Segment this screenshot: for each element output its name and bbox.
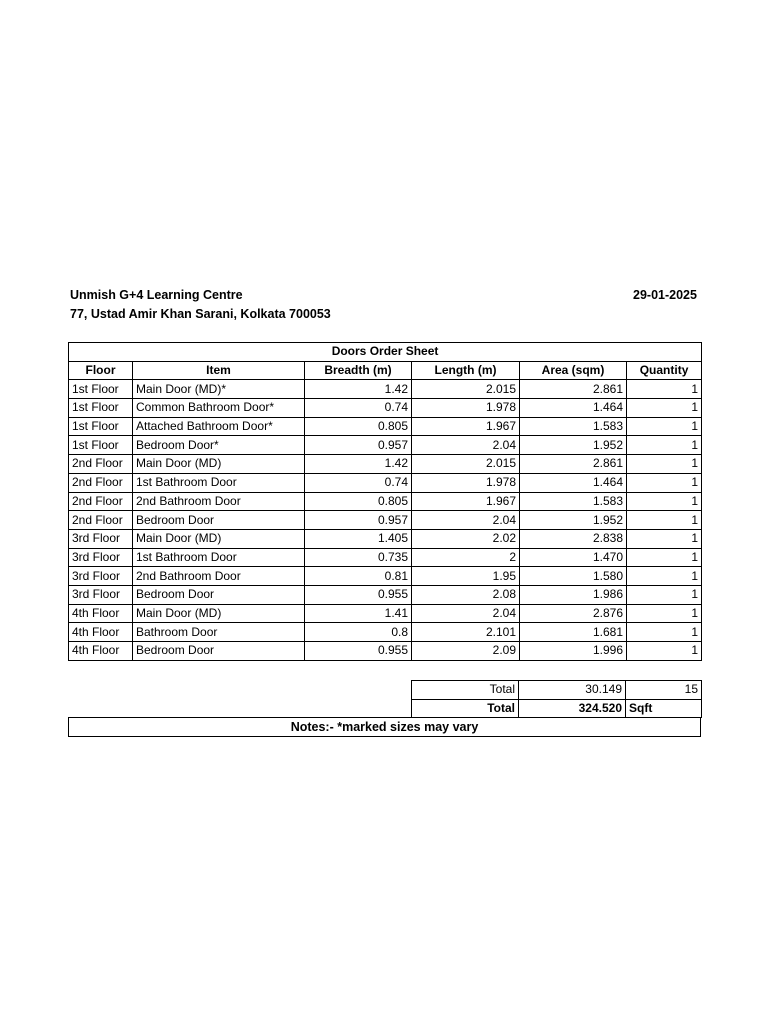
cell-item: Bedroom Door [133, 585, 305, 604]
cell-item: 2nd Bathroom Door [133, 567, 305, 586]
table-title-row [69, 343, 702, 362]
cell-breadth: 0.955 [305, 585, 412, 604]
cell-floor: 2nd Floor [69, 455, 133, 474]
cell-area: 1.464 [520, 473, 627, 492]
column-header-breadth: Breadth (m) [305, 361, 412, 380]
table-row [69, 511, 702, 530]
cell-breadth: 0.735 [305, 548, 412, 567]
totals-table [411, 680, 702, 718]
cell-area: 1.952 [520, 436, 627, 455]
table-row [69, 399, 702, 418]
cell-length: 2.015 [412, 380, 520, 399]
cell-length: 1.967 [412, 417, 520, 436]
cell-quantity: 1 [627, 548, 702, 567]
cell-length: 2.08 [412, 585, 520, 604]
cell-item: Main Door (MD) [133, 455, 305, 474]
cell-quantity: 1 [627, 529, 702, 548]
table-header-row [69, 361, 702, 380]
cell-area: 1.681 [520, 623, 627, 642]
cell-floor: 1st Floor [69, 399, 133, 418]
cell-floor: 3rd Floor [69, 529, 133, 548]
cell-quantity: 1 [627, 455, 702, 474]
sheet-date: 29-01-2025 [633, 288, 697, 302]
cell-item: Common Bathroom Door* [133, 399, 305, 418]
cell-breadth: 1.41 [305, 604, 412, 623]
cell-area: 1.580 [520, 567, 627, 586]
column-header-floor: Floor [69, 361, 133, 380]
cell-item: Main Door (MD)* [133, 380, 305, 399]
total-sqm-row [412, 681, 702, 700]
cell-breadth: 0.805 [305, 417, 412, 436]
table-row [69, 473, 702, 492]
cell-floor: 2nd Floor [69, 492, 133, 511]
cell-breadth: 0.955 [305, 642, 412, 661]
column-header-quantity: Quantity [627, 361, 702, 380]
column-header-item: Item [133, 361, 305, 380]
table-row [69, 567, 702, 586]
total-unit: Sqft [626, 699, 702, 718]
cell-area: 2.838 [520, 529, 627, 548]
total-area-sqm: 30.149 [519, 681, 626, 700]
table-row [69, 436, 702, 455]
table-row [69, 492, 702, 511]
cell-floor: 4th Floor [69, 604, 133, 623]
cell-length: 2 [412, 548, 520, 567]
organization-address: 77, Ustad Amir Khan Sarani, Kolkata 700053 [70, 307, 331, 321]
cell-floor: 1st Floor [69, 436, 133, 455]
cell-item: Main Door (MD) [133, 529, 305, 548]
table-row [69, 642, 702, 661]
cell-area: 1.470 [520, 548, 627, 567]
doors-order-table [68, 342, 702, 661]
cell-area: 1.986 [520, 585, 627, 604]
table-row [69, 585, 702, 604]
cell-quantity: 1 [627, 511, 702, 530]
cell-area: 1.996 [520, 642, 627, 661]
table-row [69, 455, 702, 474]
cell-floor: 4th Floor [69, 642, 133, 661]
total-sqft-row [412, 699, 702, 718]
table-row [69, 623, 702, 642]
cell-item: Bathroom Door [133, 623, 305, 642]
cell-item: Main Door (MD) [133, 604, 305, 623]
cell-length: 1.967 [412, 492, 520, 511]
cell-breadth: 1.42 [305, 455, 412, 474]
cell-floor: 3rd Floor [69, 548, 133, 567]
cell-quantity: 1 [627, 492, 702, 511]
cell-item: Bedroom Door [133, 511, 305, 530]
cell-length: 1.978 [412, 399, 520, 418]
cell-breadth: 0.81 [305, 567, 412, 586]
table-row [69, 529, 702, 548]
table-row [69, 604, 702, 623]
cell-floor: 1st Floor [69, 380, 133, 399]
cell-quantity: 1 [627, 473, 702, 492]
cell-quantity: 1 [627, 380, 702, 399]
cell-length: 2.04 [412, 436, 520, 455]
cell-item: Bedroom Door* [133, 436, 305, 455]
cell-quantity: 1 [627, 399, 702, 418]
cell-floor: 3rd Floor [69, 585, 133, 604]
cell-item: 2nd Bathroom Door [133, 492, 305, 511]
cell-item: 1st Bathroom Door [133, 473, 305, 492]
cell-length: 2.04 [412, 511, 520, 530]
cell-breadth: 0.74 [305, 473, 412, 492]
sheet-title: Doors Order Sheet [69, 343, 702, 362]
cell-floor: 2nd Floor [69, 473, 133, 492]
table-row [69, 548, 702, 567]
cell-length: 1.978 [412, 473, 520, 492]
cell-floor: 3rd Floor [69, 567, 133, 586]
cell-length: 1.95 [412, 567, 520, 586]
organization-name: Unmish G+4 Learning Centre [70, 288, 243, 302]
cell-floor: 1st Floor [69, 417, 133, 436]
cell-length: 2.09 [412, 642, 520, 661]
cell-quantity: 1 [627, 567, 702, 586]
cell-breadth: 0.957 [305, 436, 412, 455]
cell-quantity: 1 [627, 604, 702, 623]
cell-floor: 4th Floor [69, 623, 133, 642]
cell-item: 1st Bathroom Door [133, 548, 305, 567]
cell-length: 2.02 [412, 529, 520, 548]
cell-breadth: 0.8 [305, 623, 412, 642]
cell-area: 2.861 [520, 380, 627, 399]
total-quantity: 15 [626, 681, 702, 700]
table-row [69, 380, 702, 399]
cell-area: 1.952 [520, 511, 627, 530]
cell-quantity: 1 [627, 623, 702, 642]
total-label-bold: Total [412, 699, 519, 718]
cell-area: 1.464 [520, 399, 627, 418]
cell-item: Attached Bathroom Door* [133, 417, 305, 436]
cell-breadth: 0.805 [305, 492, 412, 511]
column-header-area: Area (sqm) [520, 361, 627, 380]
cell-area: 2.876 [520, 604, 627, 623]
cell-area: 2.861 [520, 455, 627, 474]
cell-quantity: 1 [627, 642, 702, 661]
cell-breadth: 0.957 [305, 511, 412, 530]
cell-length: 2.015 [412, 455, 520, 474]
cell-quantity: 1 [627, 417, 702, 436]
cell-quantity: 1 [627, 436, 702, 455]
total-area-sqft: 324.520 [519, 699, 626, 718]
total-label: Total [412, 681, 519, 700]
cell-breadth: 1.42 [305, 380, 412, 399]
cell-breadth: 0.74 [305, 399, 412, 418]
cell-area: 1.583 [520, 492, 627, 511]
cell-item: Bedroom Door [133, 642, 305, 661]
cell-quantity: 1 [627, 585, 702, 604]
cell-length: 2.101 [412, 623, 520, 642]
cell-length: 2.04 [412, 604, 520, 623]
cell-breadth: 1.405 [305, 529, 412, 548]
cell-floor: 2nd Floor [69, 511, 133, 530]
table-row [69, 417, 702, 436]
notes: Notes:- *marked sizes may vary [68, 717, 701, 737]
cell-area: 1.583 [520, 417, 627, 436]
column-header-length: Length (m) [412, 361, 520, 380]
